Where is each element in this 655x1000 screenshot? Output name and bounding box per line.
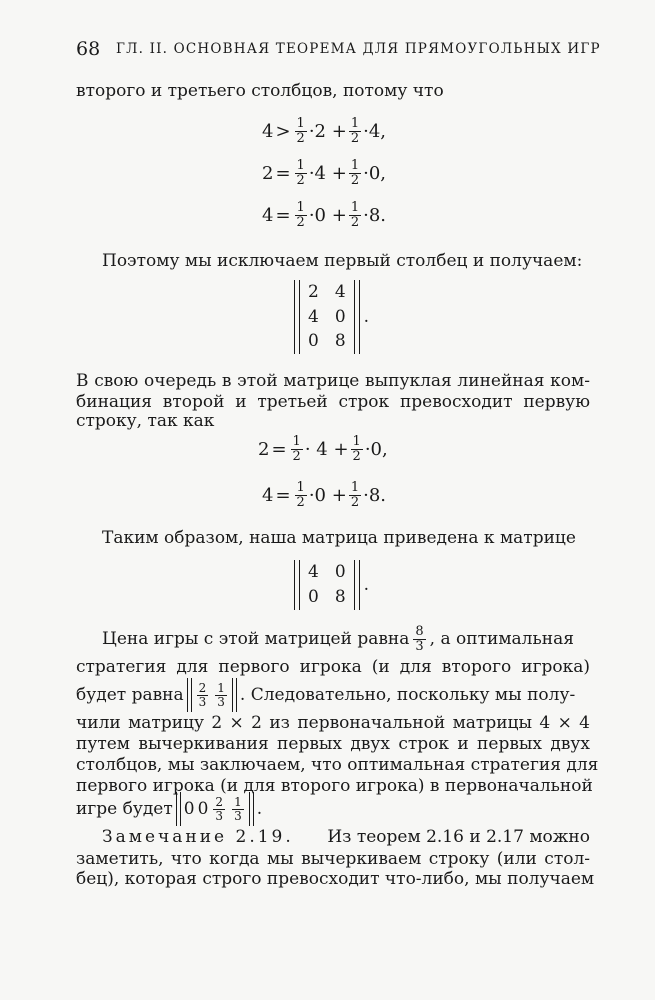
page-number: 68 — [76, 38, 101, 60]
paragraph-5-line-6: столбцов, мы заключаем, что оптимальная стратегия для — [76, 755, 599, 775]
fraction: $\frac{1}{2}$ — [296, 199, 305, 230]
matrix-cell: 0 — [308, 331, 319, 352]
matrix-2x2 — [294, 560, 369, 610]
eq-term: ·4 + — [308, 162, 347, 184]
paragraph-3-line-3: строку, так как — [76, 411, 215, 431]
text: . Следовательно, поскольку мы полу- — [239, 685, 576, 705]
paragraph-3-line-1: В свою очередь в этой матрице выпуклая линейная ком- — [76, 371, 590, 391]
matrix-cell: 0 — [334, 306, 346, 327]
matrix-cells — [300, 280, 354, 354]
remark-line-1 — [102, 826, 590, 848]
eq-relation: = — [275, 162, 291, 184]
fraction: $\frac{1}{2}$ — [350, 157, 360, 188]
eq-relation: = — [275, 484, 291, 506]
matrix-cells — [300, 560, 354, 610]
eq-lhs: 2 — [258, 438, 270, 460]
equation-2a — [258, 432, 388, 466]
equation-1c — [262, 198, 386, 232]
paragraph-5-line-8 — [76, 792, 262, 826]
paragraph-5-line-1 — [102, 622, 574, 656]
eq-lhs: 4 — [262, 204, 274, 226]
text: будет равна — [76, 685, 184, 705]
eq-term: ·4, — [363, 120, 386, 142]
text: Цена игры с этой матрицей равна — [102, 629, 410, 649]
eq-term: ·8. — [363, 204, 386, 226]
matrix-cell: 4 — [308, 562, 319, 582]
eq-lhs: 4 — [262, 120, 274, 142]
eq-lhs: 4 — [262, 484, 274, 506]
text: игре будет — [76, 799, 173, 819]
eq-term: ·0 + — [308, 204, 347, 226]
text: . — [256, 799, 263, 819]
text: , а оптимальная — [429, 629, 574, 649]
paragraph-5-line-2: стратегия для первого игрока (и для второго игрока) — [76, 657, 590, 677]
matrix-cell: 0 — [308, 587, 319, 607]
paragraph-5-line-3 — [76, 678, 575, 712]
eq-term: ·0, — [363, 162, 386, 184]
fraction: $\frac{1}{2}$ — [350, 199, 360, 230]
matrix-right-bar — [354, 280, 360, 354]
strategy-vector: $\frac{2}{3}$ $\frac{1}{3}$ — [187, 678, 237, 712]
text: Из теорем 2.16 и 2.17 можно — [327, 827, 590, 847]
fraction: $\frac{1}{2}$ — [296, 157, 305, 188]
eq-relation: = — [271, 438, 287, 460]
matrix-cell: 8 — [334, 587, 346, 607]
matrix-cell: 8 — [334, 331, 346, 352]
matrix-3x2 — [294, 280, 369, 354]
paragraph-4: Таким образом, наша матрица приведена к матрице — [102, 528, 576, 548]
matrix-cell: 4 — [308, 306, 319, 327]
paragraph-5-line-7: первого игрока (и для второго игрока) в первоначальной — [76, 776, 593, 796]
equation-2b — [262, 478, 386, 512]
matrix-cell: 4 — [334, 282, 346, 302]
remark-line-3: бец), которая строго превосходит что-либо, мы получаем — [76, 869, 595, 889]
matrix-cell: 2 — [308, 282, 319, 302]
fraction: $\frac{1}{2}$ — [350, 479, 360, 510]
running-title: ГЛ. II. ОСНОВНАЯ ТЕОРЕМА ДЛЯ ПРЯМОУГОЛЬНЫХ ИГР — [116, 41, 601, 57]
eq-relation: > — [275, 120, 291, 142]
eq-term: ·0, — [364, 438, 388, 460]
fraction: $\frac{1}{2}$ — [292, 433, 301, 464]
paragraph-5-line-4: чили матрицу 2 × 2 из первоначальной матрицы 4 × 4 — [76, 713, 590, 733]
paragraph-5-line-5: путем вычеркивания первых двух строк и первых двух — [76, 734, 590, 754]
matrix-period: . — [363, 575, 370, 595]
eq-term: ·8. — [363, 484, 386, 506]
eq-lhs: 2 — [262, 162, 274, 184]
equation-1b — [262, 156, 386, 190]
matrix-period: . — [363, 307, 370, 327]
eq-term: ·2 + — [308, 120, 347, 142]
fraction: $\frac{1}{2}$ — [296, 115, 305, 146]
game-value-fraction: $\frac{8}{3}$ — [415, 623, 424, 654]
matrix-right-bar — [354, 560, 360, 610]
fraction: $\frac{1}{2}$ — [352, 433, 361, 464]
remark-line-2: заметить, что когда мы вычеркиваем строку (или стол- — [76, 849, 590, 869]
remark-label: Замечание 2.19. — [102, 827, 294, 847]
eq-term: ·0 + — [308, 484, 347, 506]
paragraph-3-line-2: бинация второй и третьей строк превосходит первую — [76, 392, 590, 412]
strategy-vector-full: 0 0 $\frac{2}{3}$ $\frac{1}{3}$ — [176, 792, 254, 826]
matrix-cell: 0 — [334, 562, 346, 582]
eq-term: · 4 + — [304, 438, 349, 460]
fraction: $\frac{1}{2}$ — [296, 479, 305, 510]
eq-relation: = — [275, 204, 291, 226]
equation-1a — [262, 114, 386, 148]
intro-line: второго и третьего столбцов, потому что — [76, 81, 444, 101]
page-header — [76, 38, 601, 64]
paragraph-2: Поэтому мы исключаем первый столбец и получаем: — [102, 251, 583, 271]
fraction: $\frac{1}{2}$ — [350, 115, 360, 146]
